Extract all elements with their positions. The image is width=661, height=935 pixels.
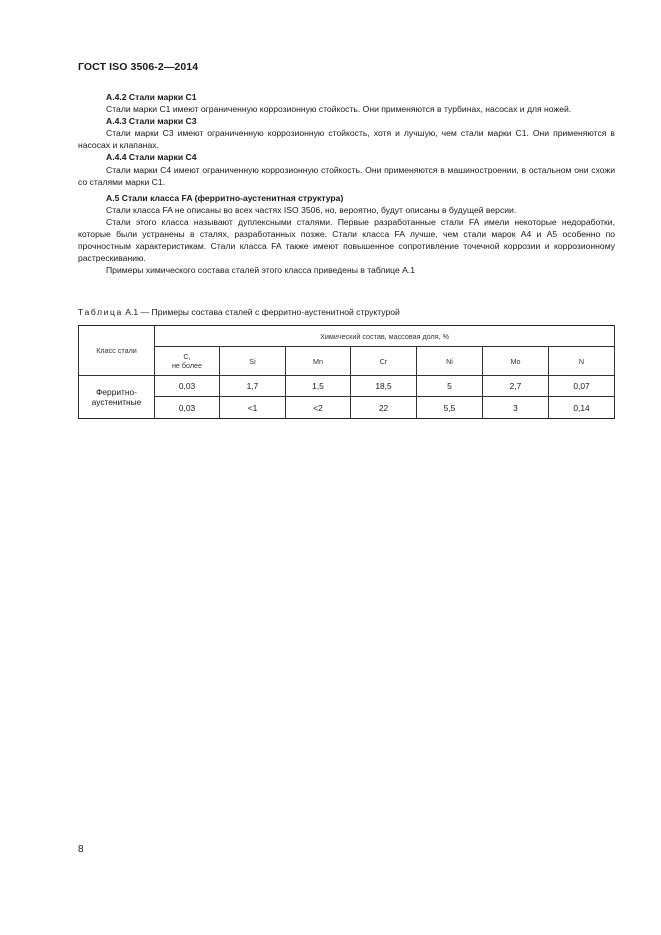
section-paragraph-a5-1: Стали класса FA не описаны во всех частях ISO 3506, но, вероятно, будут описаны в будущей версии. xyxy=(106,204,517,215)
table-cell: 1,5 xyxy=(286,376,351,397)
header-col-ni: Ni xyxy=(417,347,483,376)
table-caption xyxy=(78,307,400,317)
header-col-c xyxy=(155,347,220,376)
header-c-sublabel: не более xyxy=(171,361,203,370)
table-caption-text: А.1 — Примеры состава сталей с ферритно-аустенитной структурой xyxy=(122,307,400,317)
table-cell: 5,5 xyxy=(417,397,483,419)
table-row xyxy=(79,397,615,419)
table-cell: 1,7 xyxy=(220,376,286,397)
table-cell: <1 xyxy=(220,397,286,419)
header-col-cr: Cr xyxy=(351,347,417,376)
section-heading-a5: А.5 Стали класса FA (ферритно-аустенитная структура) xyxy=(106,192,344,203)
section-text-a444: Стали марки С4 имеют ограниченную коррозионную стойкость. Они применяются в машиностроении, в остальном они схожи со сталями марки С1. xyxy=(78,164,615,187)
table-cell: 0,03 xyxy=(155,397,220,419)
table-cell: <2 xyxy=(286,397,351,419)
document-body xyxy=(78,91,615,276)
section-paragraph-a5-3: Примеры химического состава сталей этого класса приведены в таблице А.1 xyxy=(106,265,416,276)
composition-table xyxy=(78,325,615,419)
section-heading-a443: А.4.3 Стали марки С3 xyxy=(106,116,197,127)
page-number: 8 xyxy=(78,844,84,855)
section-text-a443: Стали марки С3 имеют ограниченную коррозионную стойкость, хотя и лучшую, чем стали марки С1. Они применяются в насосах и клапанах. xyxy=(78,128,615,151)
table-cell: 0,14 xyxy=(549,397,615,419)
header-col-n: N xyxy=(549,347,615,376)
header-col-mn: Mn xyxy=(286,347,351,376)
steel-class-cell: Ферритно-аустенитные xyxy=(79,376,155,419)
header-c-label: C, xyxy=(183,352,191,361)
table-cell: 0,03 xyxy=(155,376,220,397)
header-col-si: Si xyxy=(220,347,286,376)
section-paragraph-a5-2: Стали этого класса называют дуплексными сталями. Первые разработанные стали FA имели некоторые недоработки, которые были устранены в сталях, разработанных позже. Стали класса FA лучше, чем стали марок А4 и А5 особенно по прочностным характеристикам. Стали класса FA также имеют повышенное сопротивление точечной коррозии и коррозионному растрескиванию. xyxy=(78,216,615,264)
section-heading-a442: А.4.2 Стали марки С1 xyxy=(106,92,197,102)
table-cell: 2,7 xyxy=(483,376,549,397)
table-cell: 18,5 xyxy=(351,376,417,397)
table-row xyxy=(79,376,615,397)
table-cell: 0,07 xyxy=(549,376,615,397)
header-col-mo: Mo xyxy=(483,347,549,376)
table-caption-word: Таблица xyxy=(78,307,123,317)
header-steel-class: Класс стали xyxy=(79,326,155,376)
document-header: ГОСТ ISO 3506-2—2014 xyxy=(78,61,199,73)
table-cell: 3 xyxy=(483,397,549,419)
table-cell: 22 xyxy=(351,397,417,419)
section-text-a442: Стали марки С1 имеют ограниченную коррозионную стойкость. Они применяются в турбинах, насосах и для ножей. xyxy=(106,104,572,115)
header-chemical-composition: Химический состав, массовая доля, % xyxy=(155,326,615,347)
table-cell: 5 xyxy=(417,376,483,397)
section-heading-a444: А.4.4 Стали марки С4 xyxy=(106,152,197,163)
